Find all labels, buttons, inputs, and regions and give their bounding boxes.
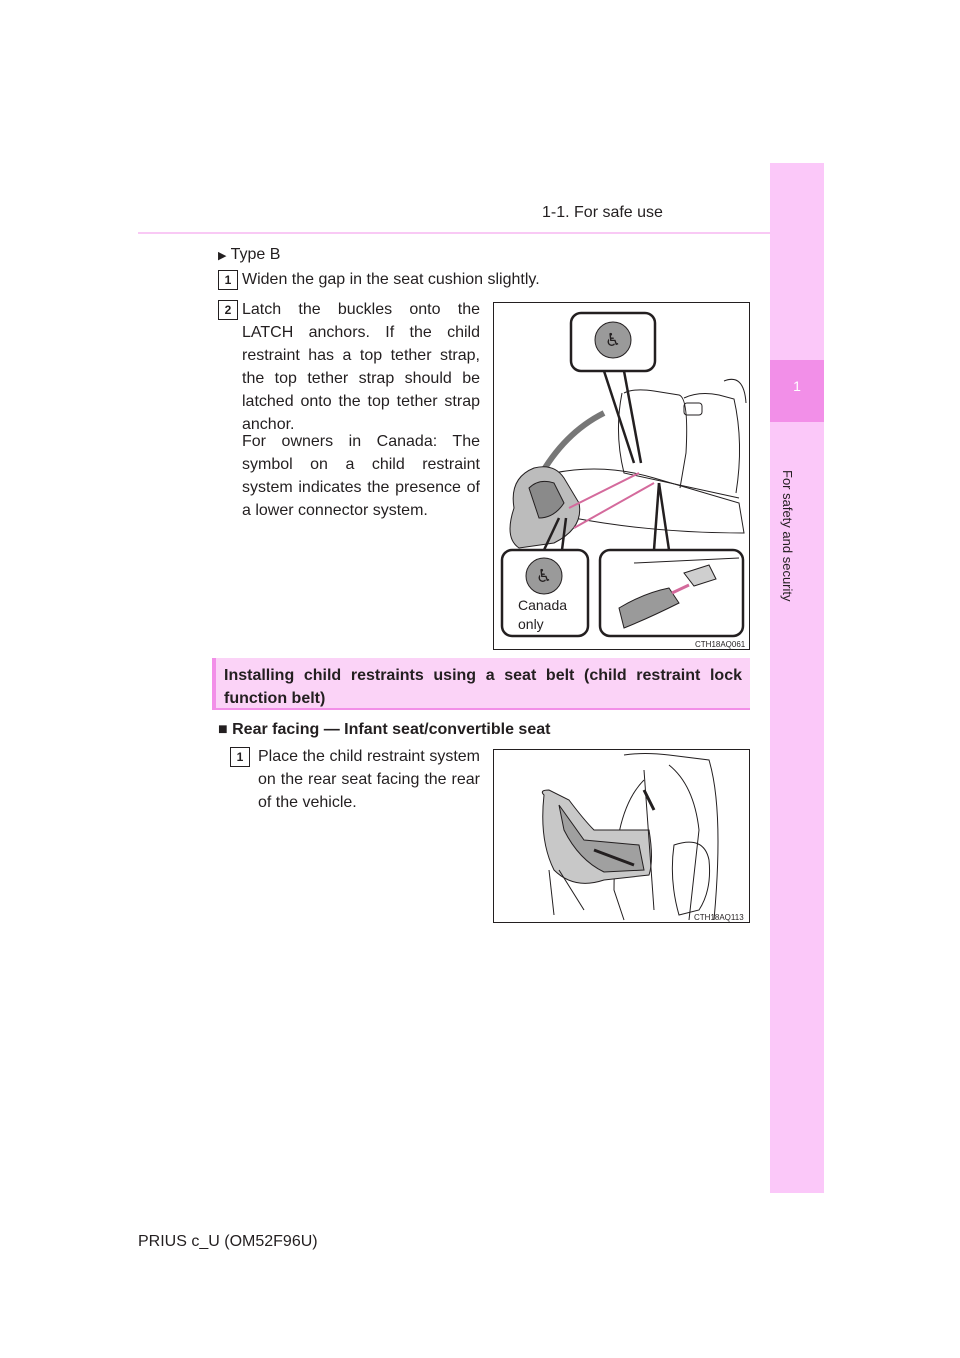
header-divider bbox=[138, 232, 824, 234]
section-banner: Installing child restraints using a seat belt (child restraint lock function belt) bbox=[212, 658, 750, 710]
step-text: Latch the buckles onto the LATCH anchors. If the child restraint has a top tether strap, the top tether strap should be latched onto the top tether strap anchor. bbox=[242, 301, 480, 433]
rear-facing-seat-drawing bbox=[494, 750, 750, 923]
footer-model: PRIUS c_U (OM52F96U) bbox=[138, 1233, 318, 1250]
step-text: Widen the gap in the seat cushion slightly. bbox=[242, 271, 540, 288]
figure-code: CTH18AQ113 bbox=[694, 913, 744, 922]
step-text: Place the child restraint system on the rear seat facing the rear of the vehicle. bbox=[258, 748, 480, 811]
subheading-text: Rear facing — Infant seat/convertible seat bbox=[232, 721, 551, 738]
figure-code: CTH18AQ061 bbox=[695, 640, 746, 649]
chapter-title: For safety and security bbox=[780, 470, 795, 602]
step-number-box: 1 bbox=[230, 747, 250, 767]
canada-only-label: Canada only bbox=[518, 597, 568, 632]
rear-facing-subheading bbox=[218, 718, 550, 741]
latch-illustration bbox=[493, 302, 750, 650]
svg-text:♿: ♿ bbox=[535, 566, 553, 587]
step-note: For owners in Canada: The symbol on a child restraint system indicates the presence of a lower connector system. bbox=[242, 433, 480, 519]
step-number-box: 2 bbox=[218, 300, 238, 320]
rear-facing-illustration bbox=[493, 749, 750, 923]
type-b-heading bbox=[218, 243, 280, 268]
step-number-box: 1 bbox=[218, 270, 238, 290]
chapter-side-tab bbox=[770, 163, 824, 1193]
chapter-number: 1 bbox=[793, 378, 801, 394]
triangle-bullet-icon: ▶ bbox=[218, 250, 227, 262]
type-b-label: Type B bbox=[230, 246, 281, 263]
chapter-title-vertical bbox=[773, 470, 795, 770]
square-bullet-icon: ■ bbox=[218, 721, 228, 738]
svg-text:♿: ♿ bbox=[604, 330, 622, 351]
section-title: 1-1. For safe use bbox=[542, 204, 663, 221]
